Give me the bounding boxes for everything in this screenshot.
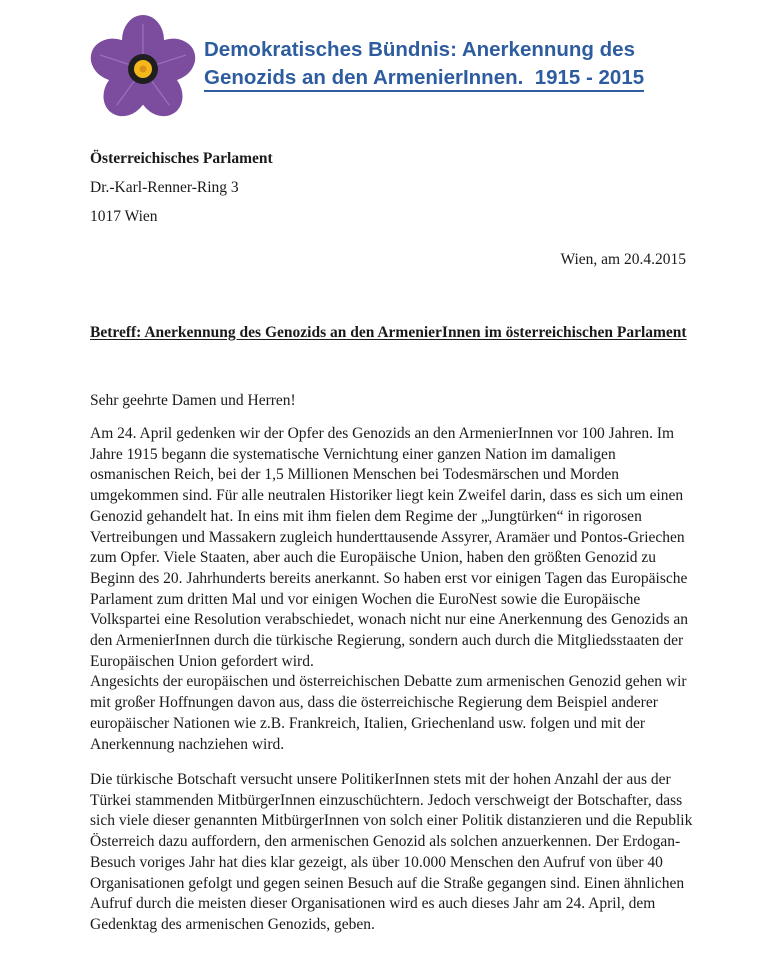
recipient-address (90, 148, 273, 235)
letterhead-title-line2: Genozids an den ArmenierInnen. 1915 - 2015 (204, 66, 644, 92)
forget-me-not-flower-icon (88, 14, 198, 124)
body-paragraph-2: Die türkische Botschaft versucht unsere PolitikerInnen stets mit der hohen Anzahl der aus der Türkei stammenden MitbürgerInnen einzuschüchtern. Jedoch verschweigt der Botschafter, dass sich viele dieser genannten MitbürgerInnen von solch einer Politik distanzieren und die Republik Österreich dazu auffordern, den armenischen Genozid als solchen anzuerkennen. Der Erdogan-Besuch voriges Jahr hat dies klar gezeigt, als über 10.000 Menschen den Aufruf von über 40 Organisationen gefolgt und gegen seinen Besuch auf die Straße gegangen sind. Einen ähnlichen Aufruf durch die meisten dieser Organisationen wird es auch dieses Jahr am 24. April, dem Gedenktag des armenischen Genozids, geben. (90, 771, 693, 933)
letterhead-title (204, 36, 764, 92)
letter-subject: Betreff: Anerkennung des Genozids an den ArmenierInnen im österreichischen Parlament (90, 324, 687, 341)
body-paragraph-1 (90, 424, 696, 755)
recipient-street: Dr.-Karl-Renner-Ring 3 (90, 179, 239, 196)
salutation: Sehr geehrte Damen und Herren! (90, 392, 296, 409)
letter-date: Wien, am 20.4.2015 (560, 251, 686, 268)
letterhead-title-line1: Demokratisches Bündnis: Anerkennung des (204, 38, 635, 61)
body-paragraph-1a: Am 24. April gedenken wir der Opfer des Genozids an den ArmenierInnen vor 100 Jahren. Im Jahre 1915 begann die systematische Vernichtung einer ganzen Nation im damaligen osmanischen Reich, bei der 1,5 Millionen Menschen bei Todesmärschen und Morden umgekommen sind. Für alle neutralen Historiker liegt kein Zweifel darin, dass es sich um einen Genozid gehandelt hat. In eins mit ihm fielen dem Regime der „Jungtürken“ in rigorosen Vertreibungen und Massakern zugleich hunderttausende Assyrer, Aramäer und Pontos-Griechen zum Opfer. Viele Staaten, aber auch die Europäische Union, haben den größten Genozid zu Beginn des 20. Jahrhunderts bereits anerkannt. So haben erst vor einigen Tagen das Europäische Parlament zum dritten Mal und vor einigen Wochen die EuroNest sowie die Europäische Volkspartei eine Resolution verabschiedet, wonach nicht nur eine Anerkennung des Genozids an den ArmenierInnen durch die türkische Regierung, sondern auch durch die Mitgliedsstaaten der Europäischen Union gefordert wird. (90, 425, 689, 670)
recipient-city: 1017 Wien (90, 208, 158, 225)
recipient-name: Österreichisches Parlament (90, 150, 273, 167)
body-paragraph-1b: Angesichts der europäischen und österreichischen Debatte zum armenischen Genozid gehen wir mit großer Hoffnungen davon aus, dass die österreichische Regierung dem Beispiel anderer europäischer Nationen wie z.B. Frankreich, Italien, Griechenland usw. folgen und mit der Anerkennung nachziehen wird. (90, 673, 687, 753)
